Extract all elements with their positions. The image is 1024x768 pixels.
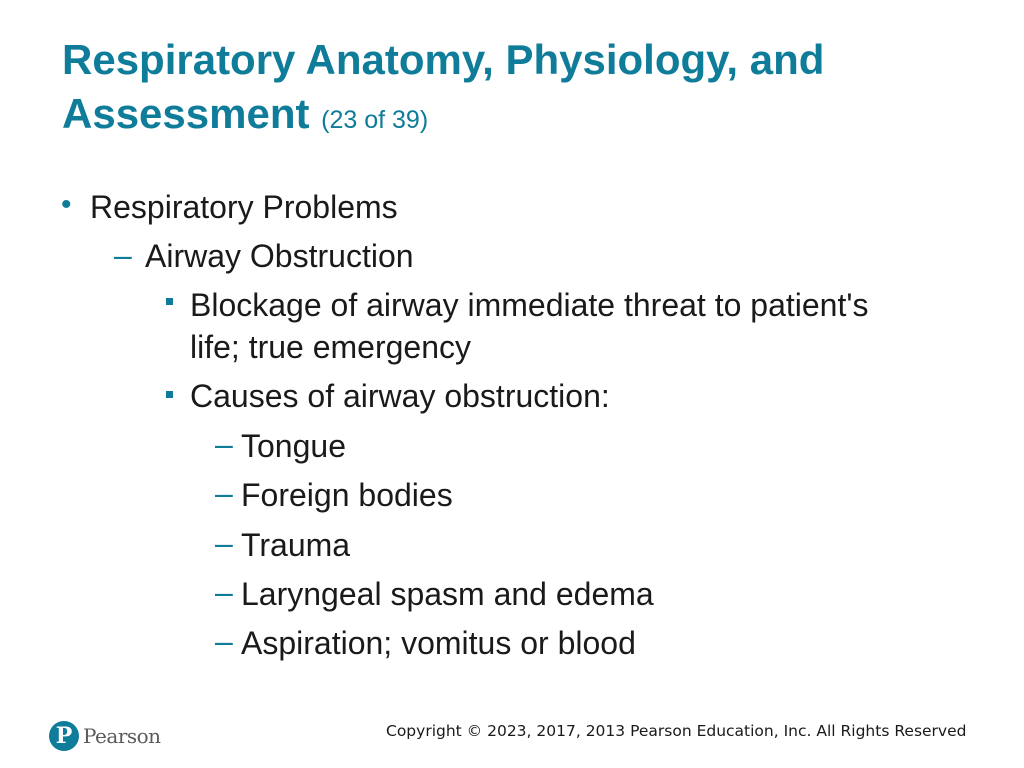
- slide-title: [62, 33, 962, 147]
- bullet-level1: Respiratory Problems: [90, 189, 398, 225]
- bullet-level3-continuation: life; true emergency: [190, 329, 472, 365]
- dash-icon: –: [215, 475, 233, 511]
- slide-title-main: Respiratory Anatomy, Physiology, and Assessment: [62, 36, 825, 137]
- pearson-logo: [49, 718, 161, 754]
- square-bullet-icon: [166, 391, 173, 398]
- bullet-level4-item: Aspiration; vomitus or blood: [241, 625, 636, 661]
- dash-icon: –: [215, 574, 233, 610]
- copyright-notice: Copyright © 2023, 2017, 2013 Pearson Education, Inc. All Rights Reserved: [386, 722, 967, 740]
- bullet-level4-item: Tongue: [241, 428, 346, 464]
- dash-icon: –: [114, 237, 132, 273]
- pearson-logo-text: Pearson: [83, 724, 161, 748]
- dash-icon: –: [215, 623, 233, 659]
- dash-icon: –: [215, 426, 233, 462]
- bullet-level3-item: Causes of airway obstruction:: [190, 378, 610, 414]
- bullet-level4-item: Trauma: [241, 527, 351, 563]
- bullet-level2: Airway Obstruction: [145, 238, 414, 274]
- pearson-logo-icon: P: [49, 721, 79, 751]
- bullet-level3-item: Blockage of airway immediate threat to patient's: [190, 287, 869, 323]
- dash-icon: –: [215, 525, 233, 561]
- bullet-level4-item: Foreign bodies: [241, 477, 453, 513]
- bullet-dot-icon: •: [61, 188, 72, 221]
- square-bullet-icon: [166, 298, 173, 305]
- bullet-level4-item: Laryngeal spasm and edema: [241, 576, 654, 612]
- slide-counter: (23 of 39): [321, 106, 429, 134]
